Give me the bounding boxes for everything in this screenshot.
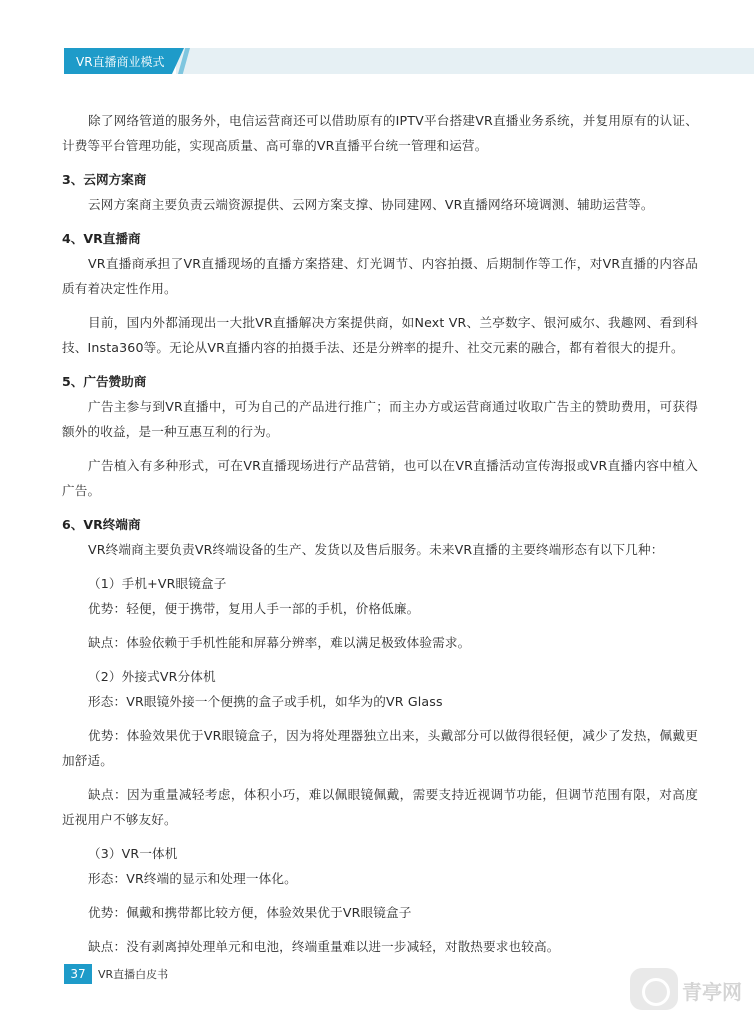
page-header xyxy=(0,48,754,74)
terminal-type-3: （3）VR一体机 xyxy=(88,846,178,861)
paragraph-telecom: 除了网络管道的服务外，电信运营商还可以借助原有的IPTV平台搭建VR直播业务系统，并复用原有的认证、计费等平台管理功能，实现高质量、高可靠的VR直播平台统一管理和运营。 xyxy=(62,113,698,153)
terminal-3-advantage: 优势：佩戴和携带都比较方便，体验效果优于VR眼镜盒子 xyxy=(88,905,412,920)
terminal-1-advantage: 优势：轻便，便于携带，复用人手一部的手机，价格低廉。 xyxy=(88,601,420,616)
heading-terminal: 6、VR终端商 xyxy=(62,517,141,532)
paragraph-vr-live-2: 目前，国内外都涌现出一大批VR直播解决方案提供商，如Next VR、兰亭数字、银河威尔、我趣网、看到科技、Insta360等。无论从VR直播内容的拍摄手法、还是分辨率的提升、社交元素的融合，都有着很大的提升。 xyxy=(62,315,698,355)
heading-advertising: 5、广告赞助商 xyxy=(62,374,147,389)
qingting-logo-icon xyxy=(630,968,678,1010)
terminal-2-advantage: 优势：体验效果优于VR眼镜盒子，因为将处理器独立出来，头戴部分可以做得很轻便，减少了发热，佩戴更加舒适。 xyxy=(62,728,698,768)
terminal-1-disadvantage: 缺点：体验依赖于手机性能和屏幕分辨率，难以满足极致体验需求。 xyxy=(88,635,471,650)
paragraph-vr-live-1: VR直播商承担了VR直播现场的直播方案搭建、灯光调节、内容拍摄、后期制作等工作，对VR直播的内容品质有着决定性作用。 xyxy=(62,256,698,296)
page-body xyxy=(62,108,698,959)
paragraph-advertising-1: 广告主参与到VR直播中，可为自己的产品进行推广；而主办方或运营商通过收取广告主的赞助费用，可获得额外的收益，是一种互惠互利的行为。 xyxy=(62,399,698,439)
heading-vr-live: 4、VR直播商 xyxy=(62,231,141,246)
paragraph-terminal: VR终端商主要负责VR终端设备的生产、发货以及售后服务。未来VR直播的主要终端形态有以下几种： xyxy=(88,542,664,557)
terminal-3-disadvantage: 缺点：没有剥离掉处理单元和电池，终端重量难以进一步减轻，对散热要求也较高。 xyxy=(88,939,560,954)
paragraph-cloud-network: 云网方案商主要负责云端资源提供、云网方案支撑、协同建网、VR直播网络环境调测、辅助运营等。 xyxy=(88,197,654,212)
terminal-3-form: 形态：VR终端的显示和处理一体化。 xyxy=(88,871,297,886)
paragraph-advertising-2: 广告植入有多种形式，可在VR直播现场进行产品营销，也可以在VR直播活动宣传海报或VR直播内容中植入广告。 xyxy=(62,458,698,498)
heading-cloud-network: 3、云网方案商 xyxy=(62,172,147,187)
header-band xyxy=(176,48,754,74)
terminal-type-2: （2）外接式VR分体机 xyxy=(88,669,216,684)
terminal-2-form: 形态：VR眼镜外接一个便携的盒子或手机，如华为的VR Glass xyxy=(88,694,443,709)
terminal-2-disadvantage: 缺点：因为重量减轻考虑，体积小巧，难以佩眼镜佩戴，需要支持近视调节功能，但调节范围有限，对高度近视用户不够友好。 xyxy=(62,787,698,827)
page-number: 37 xyxy=(64,964,92,984)
header-title: VR直播商业模式 xyxy=(76,55,165,69)
footer-title: VR直播白皮书 xyxy=(98,968,169,981)
terminal-type-1: （1）手机+VR眼镜盒子 xyxy=(88,576,227,591)
watermark-text: 青亭网 xyxy=(682,980,742,1004)
